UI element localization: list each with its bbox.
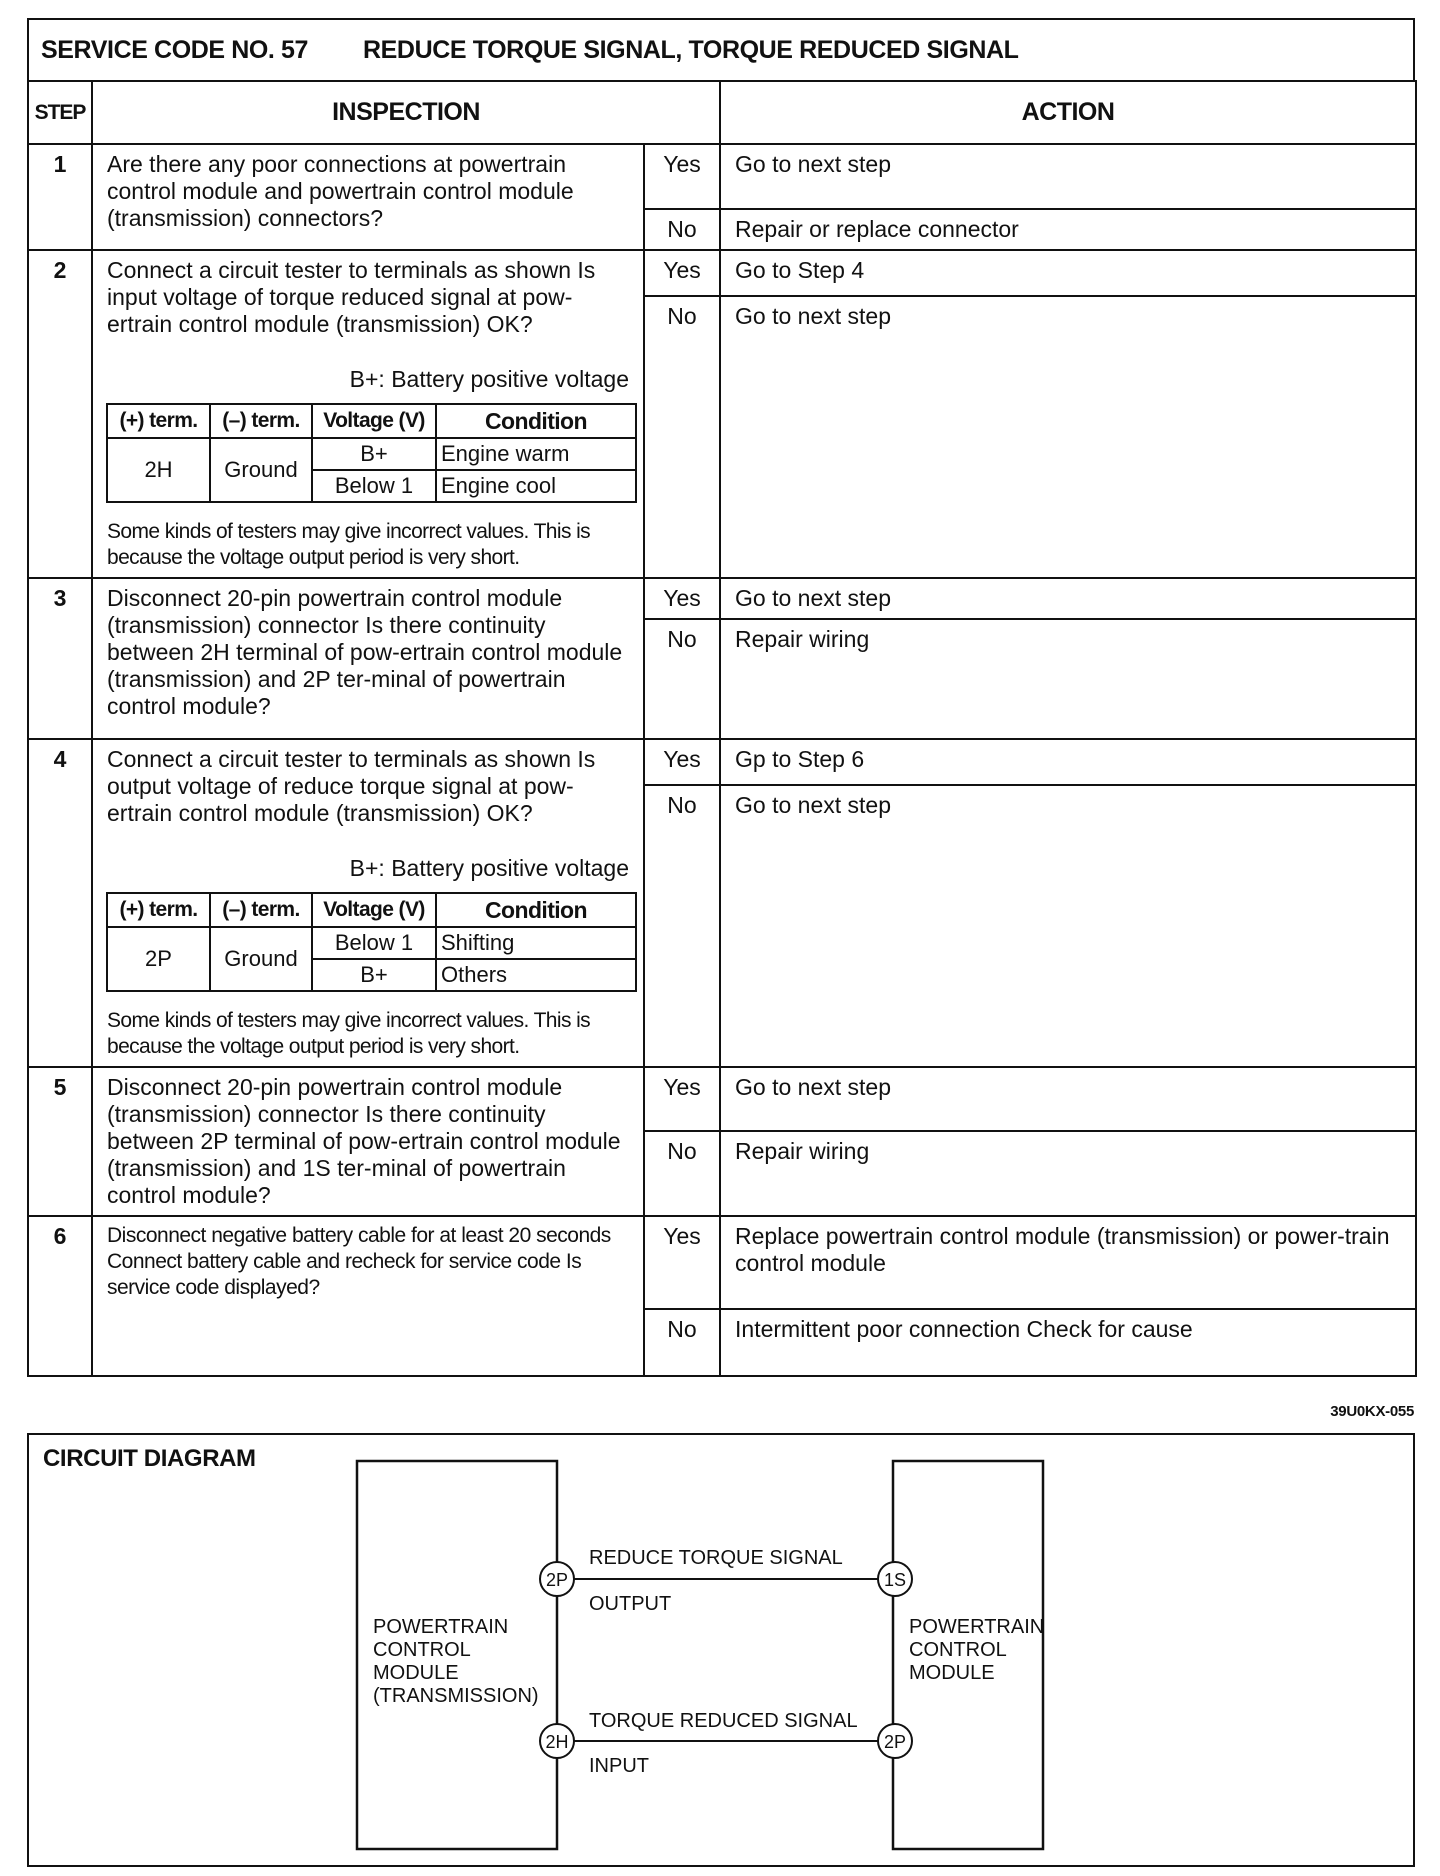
step-number: 1 xyxy=(28,144,92,250)
left-module-label: POWERTRAIN xyxy=(373,1616,509,1638)
yes-label: Yes xyxy=(644,578,720,619)
voltage-value: B+ xyxy=(312,959,436,991)
condition-header: Condition xyxy=(436,404,636,438)
right-module-label: MODULE xyxy=(909,1662,995,1684)
plus-terminal-header: (+) term. xyxy=(107,893,210,927)
tester-note: Some kinds of testers may give incorrect values. This is because the voltage output period is very short. xyxy=(107,520,591,569)
output-label: OUTPUT xyxy=(589,1593,672,1615)
voltage-spec-table xyxy=(106,892,637,992)
yes-label: Yes xyxy=(644,250,720,296)
inspection-table xyxy=(27,80,1417,1377)
step-column-header: STEP xyxy=(28,81,92,144)
step-question: Connect a circuit tester to terminals as shown Is output voltage of reduce torque signal at pow-ertrain control module (transmission) OK? xyxy=(107,746,596,826)
circuit-diagram-panel xyxy=(27,1433,1415,1867)
step-inspection xyxy=(92,1067,644,1216)
step-number: 3 xyxy=(28,578,92,739)
yes-action: Go to next step xyxy=(720,578,1416,619)
table-header-row xyxy=(28,81,1416,144)
step-number: 2 xyxy=(28,250,92,578)
right-module-label: CONTROL xyxy=(909,1639,1007,1661)
voltage-header: Voltage (V) xyxy=(312,404,436,438)
no-label: No xyxy=(644,209,720,250)
pin-label: 2H xyxy=(545,1732,569,1752)
no-action: Repair or replace connector xyxy=(720,209,1416,250)
condition-value: Engine warm xyxy=(436,438,636,470)
table-row xyxy=(28,739,1416,785)
minus-terminal-header: (–) term. xyxy=(210,404,312,438)
no-label: No xyxy=(644,296,720,578)
condition-value: Others xyxy=(436,959,636,991)
step-number: 4 xyxy=(28,739,92,1067)
step-inspection xyxy=(92,250,644,578)
no-action: Go to next step xyxy=(720,296,1416,578)
step-question: Disconnect 20-pin powertrain control module (transmission) connector Is there continuity between 2H terminal of pow-ertrain control module (transmission) and 2P ter-minal of powertrain control module? xyxy=(107,585,623,719)
figure-code: 39U0KX-055 xyxy=(1330,1403,1414,1420)
yes-action: Replace powertrain control module (transmission) or power-train control module xyxy=(720,1216,1416,1309)
condition-value: Engine cool xyxy=(436,470,636,502)
voltage-spec-table xyxy=(106,403,637,503)
tester-note: Some kinds of testers may give incorrect values. This is because the voltage output period is very short. xyxy=(107,1009,591,1058)
plus-terminal-header: (+) term. xyxy=(107,404,210,438)
table-row xyxy=(28,1067,1416,1131)
condition-value: Shifting xyxy=(436,927,636,959)
plus-terminal-value: 2P xyxy=(107,927,210,991)
inspection-column-header: INSPECTION xyxy=(92,81,720,144)
table-row xyxy=(28,250,1416,296)
torque-reduced-signal-label: TORQUE REDUCED SIGNAL xyxy=(589,1710,858,1732)
step-inspection xyxy=(92,578,644,739)
no-action: Repair wiring xyxy=(720,1131,1416,1216)
no-label: No xyxy=(644,1131,720,1216)
yes-label: Yes xyxy=(644,1067,720,1131)
step-number: 5 xyxy=(28,1067,92,1216)
no-action: Intermittent poor connection Check for cause xyxy=(720,1309,1416,1376)
left-module-label: (TRANSMISSION) xyxy=(373,1685,539,1707)
right-module-label: POWERTRAIN xyxy=(909,1616,1045,1638)
input-label: INPUT xyxy=(589,1755,649,1777)
step-question: Connect a circuit tester to terminals as shown Is input voltage of torque reduced signal at pow-ertrain control module (transmission) OK? xyxy=(107,257,596,337)
no-action: Go to next step xyxy=(720,785,1416,1067)
table-row xyxy=(28,578,1416,619)
battery-voltage-note: B+: Battery positive voltage xyxy=(349,855,629,881)
circuit-diagram xyxy=(29,1435,1413,1865)
no-label: No xyxy=(644,619,720,739)
table-row xyxy=(28,1216,1416,1309)
step-inspection xyxy=(92,739,644,1067)
service-code-number: SERVICE CODE NO. 57 xyxy=(41,35,309,64)
step-inspection xyxy=(92,1216,644,1376)
no-label: No xyxy=(644,1309,720,1376)
condition-header: Condition xyxy=(436,893,636,927)
step-inspection xyxy=(92,144,644,250)
action-column-header: ACTION xyxy=(720,81,1416,144)
pin-label: 1S xyxy=(883,1570,907,1590)
service-code-header xyxy=(27,18,1415,80)
minus-terminal-value: Ground xyxy=(210,438,312,502)
step-question: Are there any poor connections at powertrain control module and powertrain control module (transmission) connectors? xyxy=(107,151,574,231)
step-number: 6 xyxy=(28,1216,92,1376)
reduce-torque-signal-label: REDUCE TORQUE SIGNAL xyxy=(589,1547,843,1569)
circuit-diagram-title: CIRCUIT DIAGRAM xyxy=(43,1445,256,1472)
left-module-label: CONTROL xyxy=(373,1639,471,1661)
no-action: Repair wiring xyxy=(720,619,1416,739)
yes-action: Go to next step xyxy=(720,144,1416,209)
no-label: No xyxy=(644,785,720,1067)
table-row xyxy=(28,144,1416,209)
yes-label: Yes xyxy=(644,144,720,209)
pin-label: 2P xyxy=(545,1570,569,1590)
pin-label: 2P xyxy=(883,1732,907,1752)
yes-label: Yes xyxy=(644,739,720,785)
voltage-value: Below 1 xyxy=(312,470,436,502)
voltage-value: B+ xyxy=(312,438,436,470)
left-module-label: MODULE xyxy=(373,1662,459,1684)
yes-action: Go to Step 4 xyxy=(720,250,1416,296)
step-question: Disconnect 20-pin powertrain control module (transmission) connector Is there continuity between 2P terminal of pow-ertrain control module (transmission) and 1S ter-minal of powertrain control module? xyxy=(107,1074,621,1208)
voltage-header: Voltage (V) xyxy=(312,893,436,927)
minus-terminal-value: Ground xyxy=(210,927,312,991)
service-code-title: REDUCE TORQUE SIGNAL, TORQUE REDUCED SIGNAL xyxy=(363,35,1019,64)
step-question: Disconnect negative battery cable for at least 20 seconds Connect battery cable and recheck for service code Is service code displayed? xyxy=(107,1224,611,1299)
yes-action: Go to next step xyxy=(720,1067,1416,1131)
battery-voltage-note: B+: Battery positive voltage xyxy=(349,366,629,392)
voltage-value: Below 1 xyxy=(312,927,436,959)
yes-action: Gp to Step 6 xyxy=(720,739,1416,785)
minus-terminal-header: (–) term. xyxy=(210,893,312,927)
plus-terminal-value: 2H xyxy=(107,438,210,502)
yes-label: Yes xyxy=(644,1216,720,1309)
